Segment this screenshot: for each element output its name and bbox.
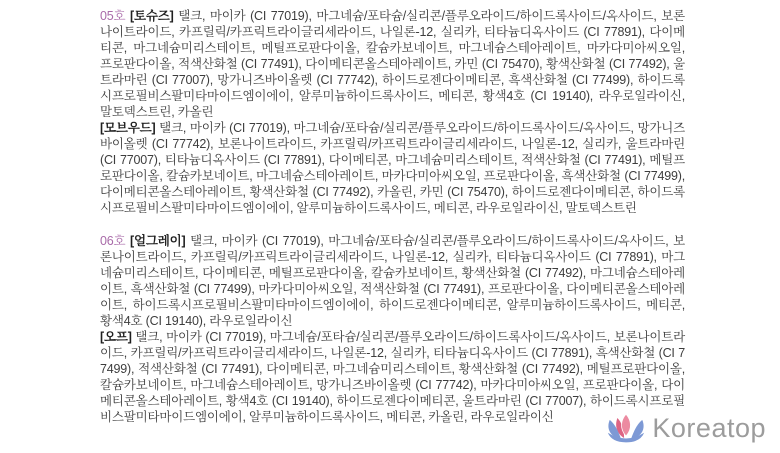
- ingredient-list: 탤크, 마이카 (CI 77019), 마그네슘/포타슘/실리콘/플루오라이드/하이드록사이드/옥사이드, 보론나이트라이드, 카프릴릭/카프릭트라이글리세라이드, 나일론-12, 실리카, 티타늄디옥사이드 (CI 77891), 마그네슘미리스테이트, 다이메티콘, 메틸프로판다이올, 칼슘카보네이트, 황색산화철 (CI 77492), 마그네슘스테아레이트, 흑색산화철 (CI 77499), 마카다미아씨오일, 적색산화철 (CI 77491), 프로판다이올, 다이메티콘올스테아레이트, 하이드록시프로필비스팔미타마이드엠이에이, 하이드로젠다이메티콘, 알루미늄하이드록사이드, 메티콘, 황색4호 (CI 19140), 라우로일라이신: [100, 234, 685, 328]
- ingredient-paragraph: [100, 329, 685, 425]
- shade-number: 06호: [100, 234, 126, 248]
- ingredient-list: 탤크, 마이카 (CI 77019), 마그네슘/포타슘/실리콘/플루오라이드/하이드록사이드/옥사이드, 망가니즈바이올렛 (CI 77742), 보론나이트라이드, 카프릴릭/카프릭트라이글리세라이드, 나일론-12, 실리카, 울트라마린 (CI 77007), 티타늄디옥사이드 (CI 77891), 다이메티콘, 마그네슘미리스테이트, 적색산화철 (CI 77491), 메틸프로판다이올, 칼슘카보네이트, 마그네슘스테아레이트, 마카다미아씨오일, 프로판다이올, 흑색산화철 (CI 77499), 다이메티콘올스테아레이트, 황색산화철 (CI 77492), 카올린, 카민 (CI 75470), 하이드로젠다이메티콘, 하이드록시프로필비스팔미타마이드엠이에이, 알루미늄하이드록사이드, 메티콘, 라우로일라이신, 말토덱스트린: [100, 121, 685, 215]
- ingredient-list: 탤크, 마이카 (CI 77019), 마그네슘/포타슘/실리콘/플루오라이드/하이드록사이드/옥사이드, 보론나이트라이드, 카프릴릭/카프릭트라이글리세라이드, 나일론-12, 실리카, 티타늄디옥사이드 (CI 77891), 다이메티콘, 마그네슘미리스테이트, 메틸프로판다이올, 칼슘카보네이트, 마그네슘스테아레이트, 마카다미아씨오일, 프로판다이올, 적색산화철 (CI 77491), 다이메티콘올스테아레이트, 카민 (CI 75470), 황색산화철 (CI 77492), 울트라마린 (CI 77007), 망가니즈바이올렛 (CI 77742), 하이드로젠다이메티콘, 흑색산화철 (CI 77499), 하이드록시프로필비스팔미타마이드엠이에이, 알루미늄하이드록사이드, 메티콘, 황색4호 (CI 19140), 라우로일라이신, 말토덱스트린, 카올린: [100, 9, 685, 119]
- shade-name: [토슈즈]: [130, 9, 174, 23]
- shade-group-06: [100, 233, 685, 425]
- logo-text: Koreatop: [652, 413, 766, 443]
- ingredient-paragraph: [100, 8, 685, 120]
- ingredients-content: [100, 8, 685, 442]
- ingredient-list: 탤크, 마이카 (CI 77019), 마그네슘/포타슘/실리콘/플루오라이드/하이드록사이드/옥사이드, 보론나이트라이드, 카프릴릭/카프릭트라이글리세라이드, 나일론-12, 실리카, 티타늄디옥사이드 (CI 77891), 흑색산화철 (CI 77499), 적색산화철 (CI 77491), 다이메티콘, 마그네슘미리스테이트, 황색산화철 (CI 77492), 메틸프로판다이올, 칼슘카보네이트, 마그네슘스테아레이트, 망가니즈바이올렛 (CI 77742), 마카다미아씨오일, 프로판다이올, 다이메티콘올스테아레이트, 황색4호 (CI 19140), 하이드로젠다이메티콘, 울트라마린 (CI 77007), 하이드록시프로필비스팔미타마이드엠이에이, 알루미늄하이드록사이드, 메티콘, 카올린, 라우로일라이신: [100, 330, 685, 424]
- ingredient-paragraph: [100, 120, 685, 216]
- lotus-icon: [605, 412, 647, 445]
- shade-group-05: [100, 8, 685, 216]
- koreatop-logo: [605, 412, 766, 445]
- ingredient-paragraph: [100, 233, 685, 329]
- shade-name: [얼그레이]: [130, 234, 186, 248]
- shade-number: 05호: [100, 9, 126, 23]
- shade-name: [오프]: [100, 330, 132, 344]
- shade-name: [모브우드]: [100, 121, 156, 135]
